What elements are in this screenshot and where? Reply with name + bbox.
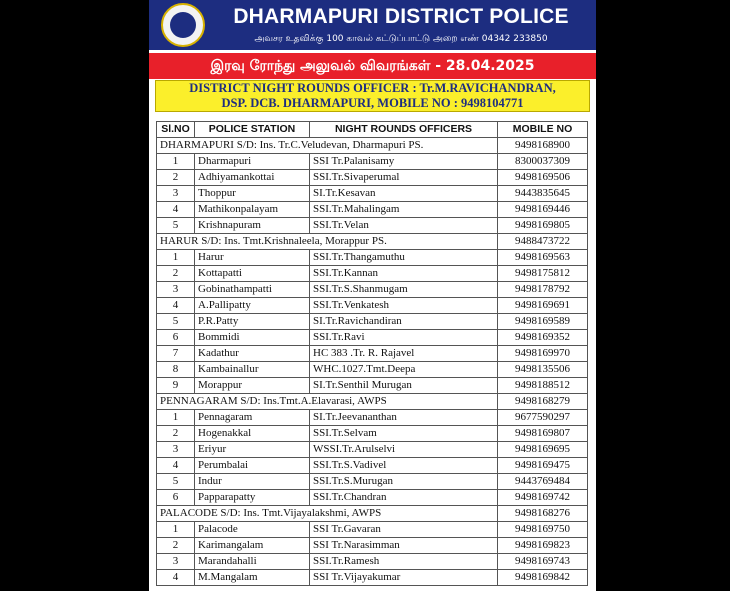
serial-number-cell: 1 xyxy=(157,522,195,538)
police-station-cell: Eriyur xyxy=(195,442,310,458)
table-row xyxy=(157,314,588,330)
subdivision-row xyxy=(157,394,588,410)
table-row xyxy=(157,442,588,458)
table-row xyxy=(157,378,588,394)
district-officer-line-1: DISTRICT NIGHT ROUNDS OFFICER : Tr.M.RAVICHANDRAN, xyxy=(189,81,556,95)
table-row xyxy=(157,554,588,570)
subdivision-label: PALACODE S/D: Ins. Tmt.Vijayalakshmi, AWPS xyxy=(157,506,498,522)
officer-name-cell: SI.Tr.Kesavan xyxy=(310,186,498,202)
police-station-cell: Kambainallur xyxy=(195,362,310,378)
table-body xyxy=(157,138,588,586)
table-row xyxy=(157,538,588,554)
officer-name-cell: SSI.Tr.Ravi xyxy=(310,330,498,346)
officer-name-cell: SSI.Tr.S.Shanmugam xyxy=(310,282,498,298)
table-row xyxy=(157,170,588,186)
column-header-mobile: MOBILE NO xyxy=(498,122,588,138)
police-station-cell: Adhiyamankottai xyxy=(195,170,310,186)
serial-number-cell: 4 xyxy=(157,570,195,586)
serial-number-cell: 2 xyxy=(157,538,195,554)
mobile-number-cell: 9498169750 xyxy=(498,522,588,538)
subdivision-row xyxy=(157,234,588,250)
serial-number-cell: 8 xyxy=(157,362,195,378)
police-station-cell: Bommidi xyxy=(195,330,310,346)
mobile-number-cell: 9498188512 xyxy=(498,378,588,394)
mobile-number-cell: 9498169352 xyxy=(498,330,588,346)
mobile-number-cell: 9498169970 xyxy=(498,346,588,362)
mobile-number-cell: 9498169842 xyxy=(498,570,588,586)
officer-name-cell: SI.Tr.Jeevananthan xyxy=(310,410,498,426)
emblem-center xyxy=(170,12,196,38)
police-station-cell: Mathikonpalayam xyxy=(195,202,310,218)
mobile-number-cell: 9443769484 xyxy=(498,474,588,490)
police-station-cell: Marandahalli xyxy=(195,554,310,570)
mobile-number-cell: 9488473722 xyxy=(498,234,588,250)
officer-name-cell: WHC.1027.Tmt.Deepa xyxy=(310,362,498,378)
officer-name-cell: HC 383 .Tr. R. Rajavel xyxy=(310,346,498,362)
serial-number-cell: 5 xyxy=(157,218,195,234)
police-station-cell: A.Pallipatty xyxy=(195,298,310,314)
police-station-cell: Thoppur xyxy=(195,186,310,202)
column-header-officers: NIGHT ROUNDS OFFICERS xyxy=(310,122,498,138)
mobile-number-cell: 8300037309 xyxy=(498,154,588,170)
mobile-number-cell: 9498169695 xyxy=(498,442,588,458)
mobile-number-cell: 9498135506 xyxy=(498,362,588,378)
table-row xyxy=(157,202,588,218)
serial-number-cell: 4 xyxy=(157,458,195,474)
serial-number-cell: 2 xyxy=(157,426,195,442)
district-officer-box xyxy=(155,80,590,112)
mobile-number-cell: 9498169691 xyxy=(498,298,588,314)
police-station-cell: Hogenakkal xyxy=(195,426,310,442)
police-station-cell: Karimangalam xyxy=(195,538,310,554)
subdivision-row xyxy=(157,506,588,522)
table-row xyxy=(157,474,588,490)
table-row xyxy=(157,250,588,266)
mobile-number-cell: 9498169742 xyxy=(498,490,588,506)
table-row xyxy=(157,154,588,170)
police-station-cell: Kottapatti xyxy=(195,266,310,282)
serial-number-cell: 2 xyxy=(157,170,195,186)
officer-name-cell: SSI.Tr.Kannan xyxy=(310,266,498,282)
serial-number-cell: 2 xyxy=(157,266,195,282)
officer-name-cell: SSI.Tr.Sivaperumal xyxy=(310,170,498,186)
mobile-number-cell: 9498169805 xyxy=(498,218,588,234)
officer-name-cell: WSSI.Tr.Arulselvi xyxy=(310,442,498,458)
table-row xyxy=(157,330,588,346)
night-rounds-table xyxy=(156,121,588,586)
serial-number-cell: 9 xyxy=(157,378,195,394)
officer-name-cell: SI.Tr.Ravichandiran xyxy=(310,314,498,330)
serial-number-cell: 3 xyxy=(157,554,195,570)
police-station-cell: Pennagaram xyxy=(195,410,310,426)
police-station-cell: Harur xyxy=(195,250,310,266)
officer-name-cell: SSI Tr.Gavaran xyxy=(310,522,498,538)
column-header-station: POLICE STATION xyxy=(195,122,310,138)
serial-number-cell: 6 xyxy=(157,490,195,506)
serial-number-cell: 1 xyxy=(157,410,195,426)
mobile-number-cell: 9498168900 xyxy=(498,138,588,154)
serial-number-cell: 3 xyxy=(157,442,195,458)
mobile-number-cell: 9498169589 xyxy=(498,314,588,330)
table-row xyxy=(157,186,588,202)
mobile-number-cell: 9498169743 xyxy=(498,554,588,570)
subdivision-row xyxy=(157,138,588,154)
serial-number-cell: 5 xyxy=(157,474,195,490)
serial-number-cell: 3 xyxy=(157,282,195,298)
table-row xyxy=(157,298,588,314)
night-rounds-banner: இரவு ரோந்து அலுவல் விவரங்கள் - 28.04.2025 xyxy=(149,53,596,79)
officer-name-cell: SSI.Tr.Thangamuthu xyxy=(310,250,498,266)
table-header-row xyxy=(157,122,588,138)
table-row xyxy=(157,362,588,378)
police-station-cell: M.Mangalam xyxy=(195,570,310,586)
mobile-number-cell: 9498169475 xyxy=(498,458,588,474)
mobile-number-cell: 9498169823 xyxy=(498,538,588,554)
police-station-cell: Indur xyxy=(195,474,310,490)
serial-number-cell: 7 xyxy=(157,346,195,362)
officer-name-cell: SSI.Tr.Mahalingam xyxy=(310,202,498,218)
officer-name-cell: SSI.Tr.S.Murugan xyxy=(310,474,498,490)
night-rounds-document xyxy=(149,0,596,591)
officer-name-cell: SI.Tr.Senthil Murugan xyxy=(310,378,498,394)
police-station-cell: P.R.Patty xyxy=(195,314,310,330)
officer-name-cell: SSI.Tr.Venkatesh xyxy=(310,298,498,314)
table-row xyxy=(157,410,588,426)
serial-number-cell: 6 xyxy=(157,330,195,346)
police-station-cell: Papparapatty xyxy=(195,490,310,506)
subdivision-label: PENNAGARAM S/D: Ins.Tmt.A.Elavarasi, AWPS xyxy=(157,394,498,410)
officer-name-cell: SSI Tr.Narasimman xyxy=(310,538,498,554)
officer-name-cell: SSI.Tr.S.Vadivel xyxy=(310,458,498,474)
mobile-number-cell: 9498169506 xyxy=(498,170,588,186)
subdivision-label: HARUR S/D: Ins. Tmt.Krishnaleela, Morappur PS. xyxy=(157,234,498,250)
column-header-slno: Sl.NO xyxy=(157,122,195,138)
officer-name-cell: SSI.Tr.Chandran xyxy=(310,490,498,506)
table-row xyxy=(157,458,588,474)
serial-number-cell: 3 xyxy=(157,186,195,202)
table-row xyxy=(157,522,588,538)
police-station-cell: Dharmapuri xyxy=(195,154,310,170)
police-station-cell: Kadathur xyxy=(195,346,310,362)
mobile-number-cell: 9498169807 xyxy=(498,426,588,442)
mobile-number-cell: 9498168279 xyxy=(498,394,588,410)
table-row xyxy=(157,266,588,282)
serial-number-cell: 5 xyxy=(157,314,195,330)
table-row xyxy=(157,426,588,442)
mobile-number-cell: 9677590297 xyxy=(498,410,588,426)
district-officer-line-2: DSP. DCB. DHARMAPURI, MOBILE NO : 9498104771 xyxy=(221,96,524,110)
officer-name-cell: SSI Tr.Palanisamy xyxy=(310,154,498,170)
serial-number-cell: 1 xyxy=(157,250,195,266)
police-header xyxy=(149,0,596,50)
subdivision-label: DHARMAPURI S/D: Ins. Tr.C.Veludevan, Dharmapuri PS. xyxy=(157,138,498,154)
police-station-cell: Morappur xyxy=(195,378,310,394)
police-station-cell: Gobinathampatti xyxy=(195,282,310,298)
table-row xyxy=(157,282,588,298)
mobile-number-cell: 9498169446 xyxy=(498,202,588,218)
serial-number-cell: 1 xyxy=(157,154,195,170)
mobile-number-cell: 9498178792 xyxy=(498,282,588,298)
officer-name-cell: SSI.Tr.Velan xyxy=(310,218,498,234)
table-row xyxy=(157,346,588,362)
officer-name-cell: SSI Tr.Vijayakumar xyxy=(310,570,498,586)
district-police-title: DHARMAPURI DISTRICT POLICE xyxy=(233,5,569,28)
serial-number-cell: 4 xyxy=(157,202,195,218)
mobile-number-cell: 9498175812 xyxy=(498,266,588,282)
control-room-subtitle: அவசர உதவிக்கு 100 காவல் கட்டுப்பாட்டு அறை எண் 04342 233850 xyxy=(254,34,548,44)
officer-name-cell: SSI.Tr.Selvam xyxy=(310,426,498,442)
police-emblem-logo xyxy=(161,3,205,47)
mobile-number-cell: 9498169563 xyxy=(498,250,588,266)
table-row xyxy=(157,218,588,234)
mobile-number-cell: 9498168276 xyxy=(498,506,588,522)
police-station-cell: Krishnapuram xyxy=(195,218,310,234)
table-row xyxy=(157,570,588,586)
officer-name-cell: SSI.Tr.Ramesh xyxy=(310,554,498,570)
police-station-cell: Perumbalai xyxy=(195,458,310,474)
mobile-number-cell: 9443835645 xyxy=(498,186,588,202)
police-station-cell: Palacode xyxy=(195,522,310,538)
serial-number-cell: 4 xyxy=(157,298,195,314)
table-row xyxy=(157,490,588,506)
